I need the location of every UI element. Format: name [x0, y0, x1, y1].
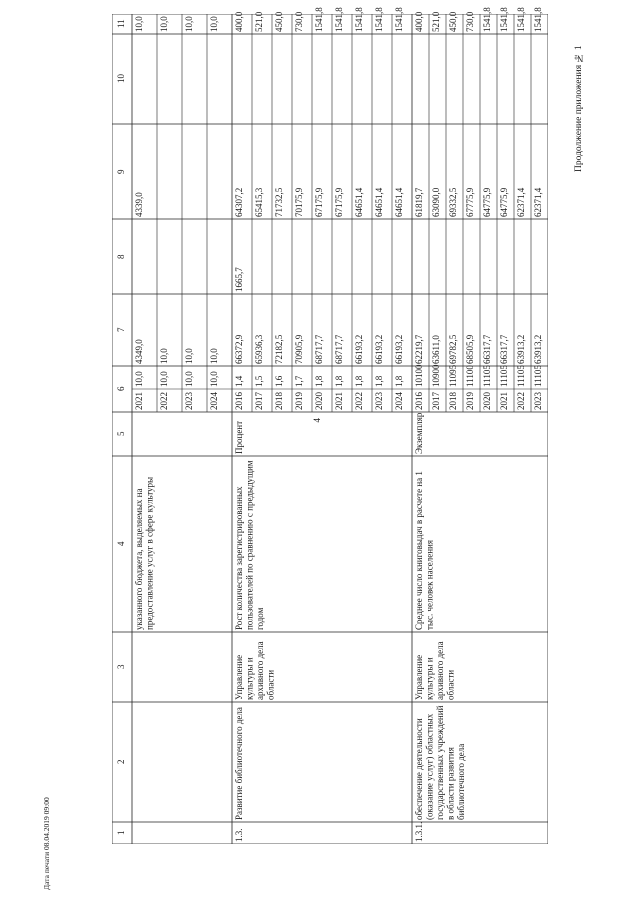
value-col11: 521,0 — [431, 11, 441, 32]
value-col7: 63913,2 — [533, 334, 543, 364]
year-cell: 2018 — [274, 392, 284, 410]
value-col11: 1541,8 — [482, 7, 492, 32]
value-col11: 450,0 — [274, 11, 284, 32]
year-cell: 2016 — [234, 392, 244, 410]
header-cell: 10 — [116, 74, 126, 84]
value-col7: 66372,9 — [234, 334, 244, 364]
value-col7: 63913,2 — [516, 334, 526, 364]
value-col11: 730,0 — [465, 11, 475, 32]
value-col6: 1,8 — [334, 375, 344, 387]
value-col7: 72182,5 — [274, 334, 284, 364]
value-col6: 10,0 — [209, 371, 219, 387]
year-cell: 2022 — [159, 392, 169, 410]
value-col9: 64307,2 — [234, 187, 244, 217]
value-col11: 1541,8 — [334, 7, 344, 32]
value-col11: 400,0 — [234, 11, 244, 32]
value-col7: 63611,0 — [431, 335, 441, 364]
value-col9: 67175,9 — [314, 187, 324, 217]
value-col6: 10,0 — [184, 371, 194, 387]
value-col7: 4349,0 — [134, 339, 144, 364]
year-cell: 2023 — [184, 392, 194, 410]
value-col9: 70175,9 — [294, 187, 304, 217]
program-table — [112, 7, 548, 844]
value-col11: 10,0 — [159, 16, 169, 32]
value-col9: 65415,3 — [254, 187, 264, 217]
value-col9: 64651,4 — [394, 187, 404, 217]
value-col9: 71732,5 — [274, 187, 284, 217]
page-number: 4 — [312, 418, 322, 423]
value-col11: 10,0 — [134, 16, 144, 32]
header-cell: 9 — [116, 169, 126, 174]
section-1-3-name: Развитие библиотечного дела — [234, 707, 244, 820]
value-col11: 730,0 — [294, 11, 304, 32]
value-col9: 64651,4 — [374, 187, 384, 217]
year-cell: 2020 — [314, 392, 324, 410]
section-1-3-num: 1.3. — [234, 828, 244, 842]
year-cell: 2022 — [354, 392, 364, 410]
value-col9: 69332,5 — [448, 187, 458, 217]
value-col8: 1665,7 — [234, 267, 244, 292]
value-col6: 11105 — [516, 365, 526, 387]
value-col6: 1,8 — [314, 375, 324, 387]
year-cell: 2018 — [448, 392, 458, 410]
value-col7: 68505,9 — [465, 334, 475, 364]
value-col6: 10900 — [431, 364, 441, 387]
value-col6: 1,7 — [294, 375, 304, 387]
value-col11: 400,0 — [414, 11, 424, 32]
value-col6: 1,8 — [374, 375, 384, 387]
value-col11: 10,0 — [184, 16, 194, 32]
value-col9: 64775,9 — [499, 187, 509, 217]
header-cell: 8 — [116, 254, 126, 259]
value-col7: 70905,9 — [294, 334, 304, 364]
year-cell: 2023 — [374, 392, 384, 410]
section-1-3-executor: Управление культуры и архивного дела области — [234, 641, 276, 700]
value-col7: 68717,7 — [314, 334, 324, 364]
value-col6: 10,0 — [134, 371, 144, 387]
value-col9: 4339,0 — [134, 192, 144, 217]
value-col6: 1,4 — [234, 375, 244, 387]
value-col11: 1541,8 — [314, 7, 324, 32]
value-col6: 11095 — [448, 364, 458, 387]
value-col9: 63090,0 — [431, 187, 441, 217]
header-cell: 4 — [116, 541, 126, 547]
value-col6: 11100 — [465, 365, 475, 387]
value-col9: 67175,9 — [334, 187, 344, 217]
year-cell: 2019 — [294, 392, 304, 410]
header-cell: 11 — [116, 19, 126, 29]
value-col6: 1,8 — [354, 375, 364, 387]
section-1-3-1-num: 1.3.1. — [414, 821, 424, 842]
year-cell: 2022 — [516, 392, 526, 410]
value-col11: 1541,8 — [354, 7, 364, 32]
value-col11: 10,0 — [209, 16, 219, 32]
value-col7: 66317,7 — [482, 334, 492, 364]
header-cell: 6 — [116, 386, 126, 392]
value-col7: 10,0 — [159, 348, 169, 364]
section-1-3-unit: Процент — [234, 420, 244, 454]
value-col7: 10,0 — [209, 348, 219, 364]
header-cell: 3 — [116, 664, 126, 670]
year-cell: 2024 — [209, 392, 219, 410]
year-cell: 2019 — [465, 392, 475, 410]
value-col6: 11105 — [499, 365, 509, 387]
section-1-3-1-indicator: Среднее число книговыдач в расчете на 1 тыс. человек населения — [414, 471, 435, 630]
print-date: Дата печати 08.04.2019 09:00 — [42, 797, 51, 890]
year-cell: 2017 — [254, 392, 264, 410]
value-col7: 66193,2 — [374, 334, 384, 364]
header-cell: 7 — [116, 327, 126, 333]
year-cell: 2017 — [431, 392, 441, 410]
value-col7: 66317,7 — [499, 334, 509, 364]
year-cell: 2021 — [499, 392, 509, 410]
value-col7: 69782,5 — [448, 334, 458, 364]
year-cell: 2020 — [482, 392, 492, 410]
value-col11: 450,0 — [448, 11, 458, 32]
value-col9: 64651,4 — [354, 187, 364, 217]
value-col6: 1,5 — [254, 375, 264, 387]
value-col6: 10100 — [414, 364, 424, 387]
year-cell: 2021 — [334, 392, 344, 410]
year-cell: 2024 — [394, 392, 404, 410]
value-col9: 61819,7 — [414, 187, 424, 217]
section-1-3-1-name: обеспечение деятельности (оказание услуг) областных государственных учреждений в области развития библиотечного дела — [414, 705, 466, 820]
value-col9: 62371,4 — [533, 187, 543, 217]
value-col9: 67775,9 — [465, 187, 475, 217]
value-col6: 11105 — [482, 365, 492, 387]
value-col7: 66193,2 — [394, 334, 404, 364]
value-col7: 68717,7 — [334, 334, 344, 364]
header-cell: 2 — [116, 759, 126, 765]
value-col6: 1,8 — [394, 375, 404, 387]
value-col7: 66193,2 — [354, 334, 364, 364]
value-col7: 10,0 — [184, 348, 194, 364]
section-1-3-indicator: Рост количества зарегистрированных пользователей по сравнению с предыдущим годом — [234, 460, 265, 630]
value-col6: 10,0 — [159, 371, 169, 387]
continuation-indicator: указанного бюджета, выделяемых на предоставление услуг в сфере культуры — [134, 476, 155, 630]
value-col7: 62219,7 — [414, 334, 424, 364]
value-col6: 11105 — [533, 365, 543, 387]
year-cell: 2021 — [134, 392, 144, 410]
value-col9: 64775,9 — [482, 187, 492, 217]
value-col11: 1541,8 — [533, 7, 543, 32]
section-1-3-1-executor: Управление культуры и архивного дела области — [414, 641, 456, 700]
section-1-3-1-unit: Экземпляр — [414, 412, 424, 454]
header-cell: 1 — [116, 830, 126, 836]
appendix-title: Продолжение приложения № 1 — [574, 45, 584, 172]
value-col6: 1,6 — [274, 375, 284, 387]
value-col9: 62371,4 — [516, 187, 526, 217]
value-col11: 1541,8 — [394, 7, 404, 32]
year-cell: 2023 — [533, 392, 543, 410]
value-col11: 1541,8 — [499, 7, 509, 32]
value-col11: 521,0 — [254, 11, 264, 32]
value-col11: 1541,8 — [516, 7, 526, 32]
value-col7: 65936,3 — [254, 334, 264, 364]
header-cell: 5 — [116, 431, 126, 437]
year-cell: 2016 — [414, 392, 424, 410]
value-col11: 1541,8 — [374, 7, 384, 32]
